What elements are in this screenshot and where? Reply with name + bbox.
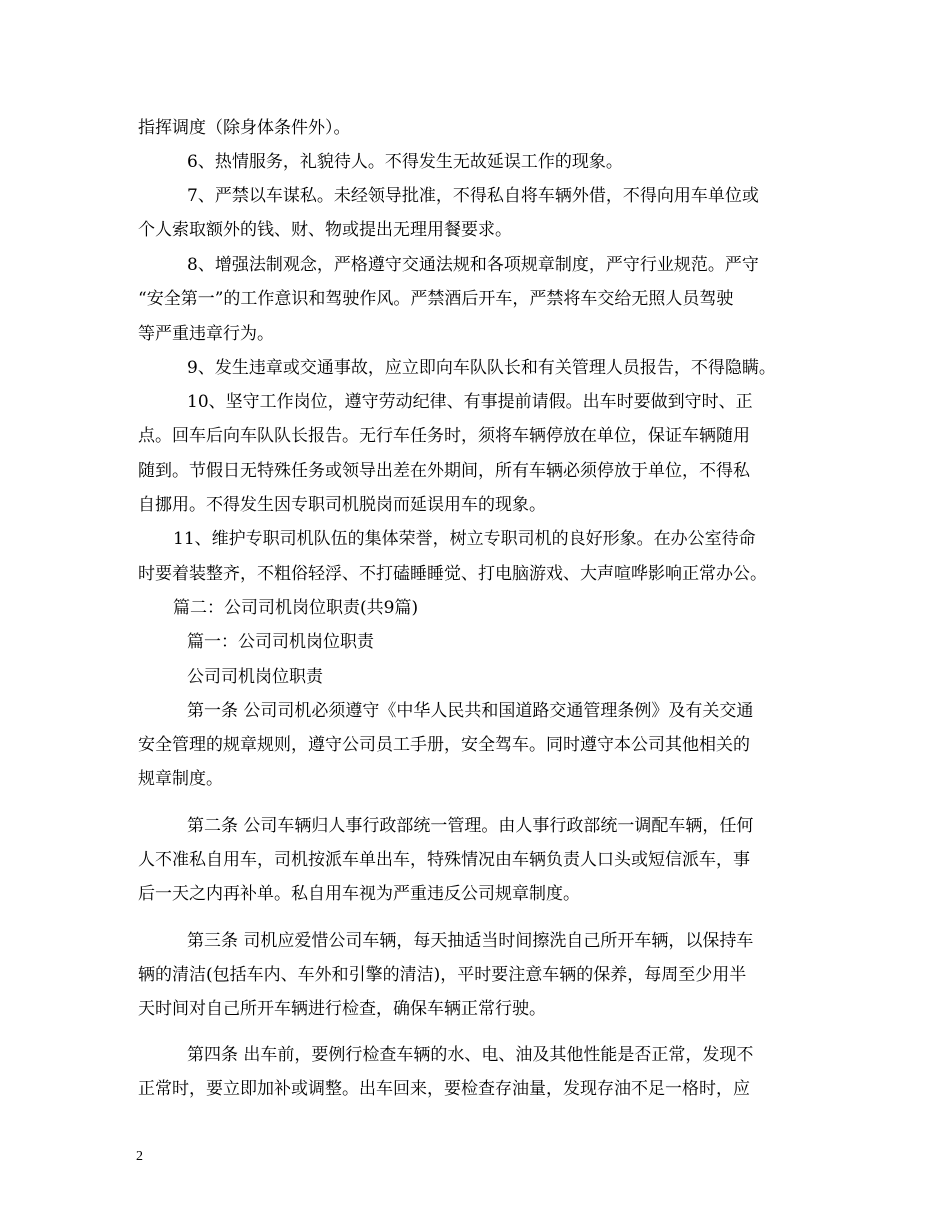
document-title: 公司司机岗位职责: [187, 667, 323, 687]
text-line: 随到。节假日无特殊任务或领导出差在外期间，所有车辆必须停放于单位，不得私: [138, 461, 750, 481]
section-heading: 篇二：公司司机岗位职责(共9篇): [173, 598, 419, 618]
page-number: 2: [136, 1149, 143, 1164]
text-line: 第二条 公司车辆归人事行政部统一管理。由人事行政部统一调配车辆，任何: [187, 816, 754, 836]
text-line: 自挪用。不得发生因专职司机脱岗而延误用车的现象。: [138, 495, 546, 515]
text-line: 9、发生违章或交通事故，应立即向车队队长和有关管理人员报告，不得隐瞒。: [187, 358, 776, 378]
text-line: 8、增强法制观念，严格遵守交通法规和各项规章制度，严守行业规范。严守: [187, 255, 759, 275]
text-line: 6、热情服务，礼貌待人。不得发生无故延误工作的现象。: [187, 152, 623, 172]
text-line: 等严重违章行为。: [138, 324, 274, 344]
text-line: 正常时，要立即加补或调整。出车回来，要检查存油量，发现存油不足一格时，应: [138, 1079, 750, 1099]
text-line: 规章制度。: [138, 769, 223, 789]
text-line: 指挥调度（除身体条件外）。: [138, 118, 351, 138]
subsection-heading: 篇一：公司司机岗位职责: [187, 632, 374, 652]
text-line: 10、坚守工作岗位，遵守劳动纪律、有事提前请假。出车时要做到守时、正: [187, 392, 753, 412]
text-line: “安全第一”的工作意识和驾驶作风。严禁酒后开车，严禁将车交给无照人员驾驶: [138, 289, 734, 309]
text-line: 第四条 出车前，要例行检查车辆的水、电、油及其他性能是否正常，发现不: [187, 1045, 754, 1065]
text-line: 个人索取额外的钱、财、物或提出无理用餐要求。: [138, 220, 512, 240]
text-line: 点。回车后向车队队长报告。无行车任务时，须将车辆停放在单位，保证车辆随用: [138, 426, 750, 446]
text-line: 第三条 司机应爱惜公司车辆，每天抽适当时间擦洗自己所开车辆，以保持车: [187, 931, 754, 951]
text-line: 辆的清洁(包括车内、车外和引擎的清洁)，平时要注意车辆的保养，每周至少用半: [138, 965, 747, 985]
text-line: 人不准私自用车，司机按派车单出车，特殊情况由车辆负责人口头或短信派车，事: [138, 850, 750, 870]
text-line: 天时间对自己所开车辆进行检查，确保车辆正常行驶。: [138, 999, 546, 1019]
text-line: 第一条 公司司机必须遵守《中华人民共和国道路交通管理条例》及有关交通: [187, 701, 754, 721]
text-line: 后一天之内再补单。私自用车视为严重违反公司规章制度。: [138, 884, 580, 904]
text-line: 安全管理的规章规则，遵守公司员工手册，安全驾车。同时遵守本公司其他相关的: [138, 735, 750, 755]
text-line: 11、维护专职司机队伍的集体荣誉，树立专职司机的良好形象。在办公室待命: [173, 529, 756, 549]
text-line: 7、严禁以车谋私。未经领导批准，不得私自将车辆外借，不得向用车单位或: [187, 186, 759, 206]
text-line: 时要着装整齐，不粗俗轻浮、不打磕睡睡觉、打电脑游戏、大声喧哗影响正常办公。: [138, 564, 767, 584]
